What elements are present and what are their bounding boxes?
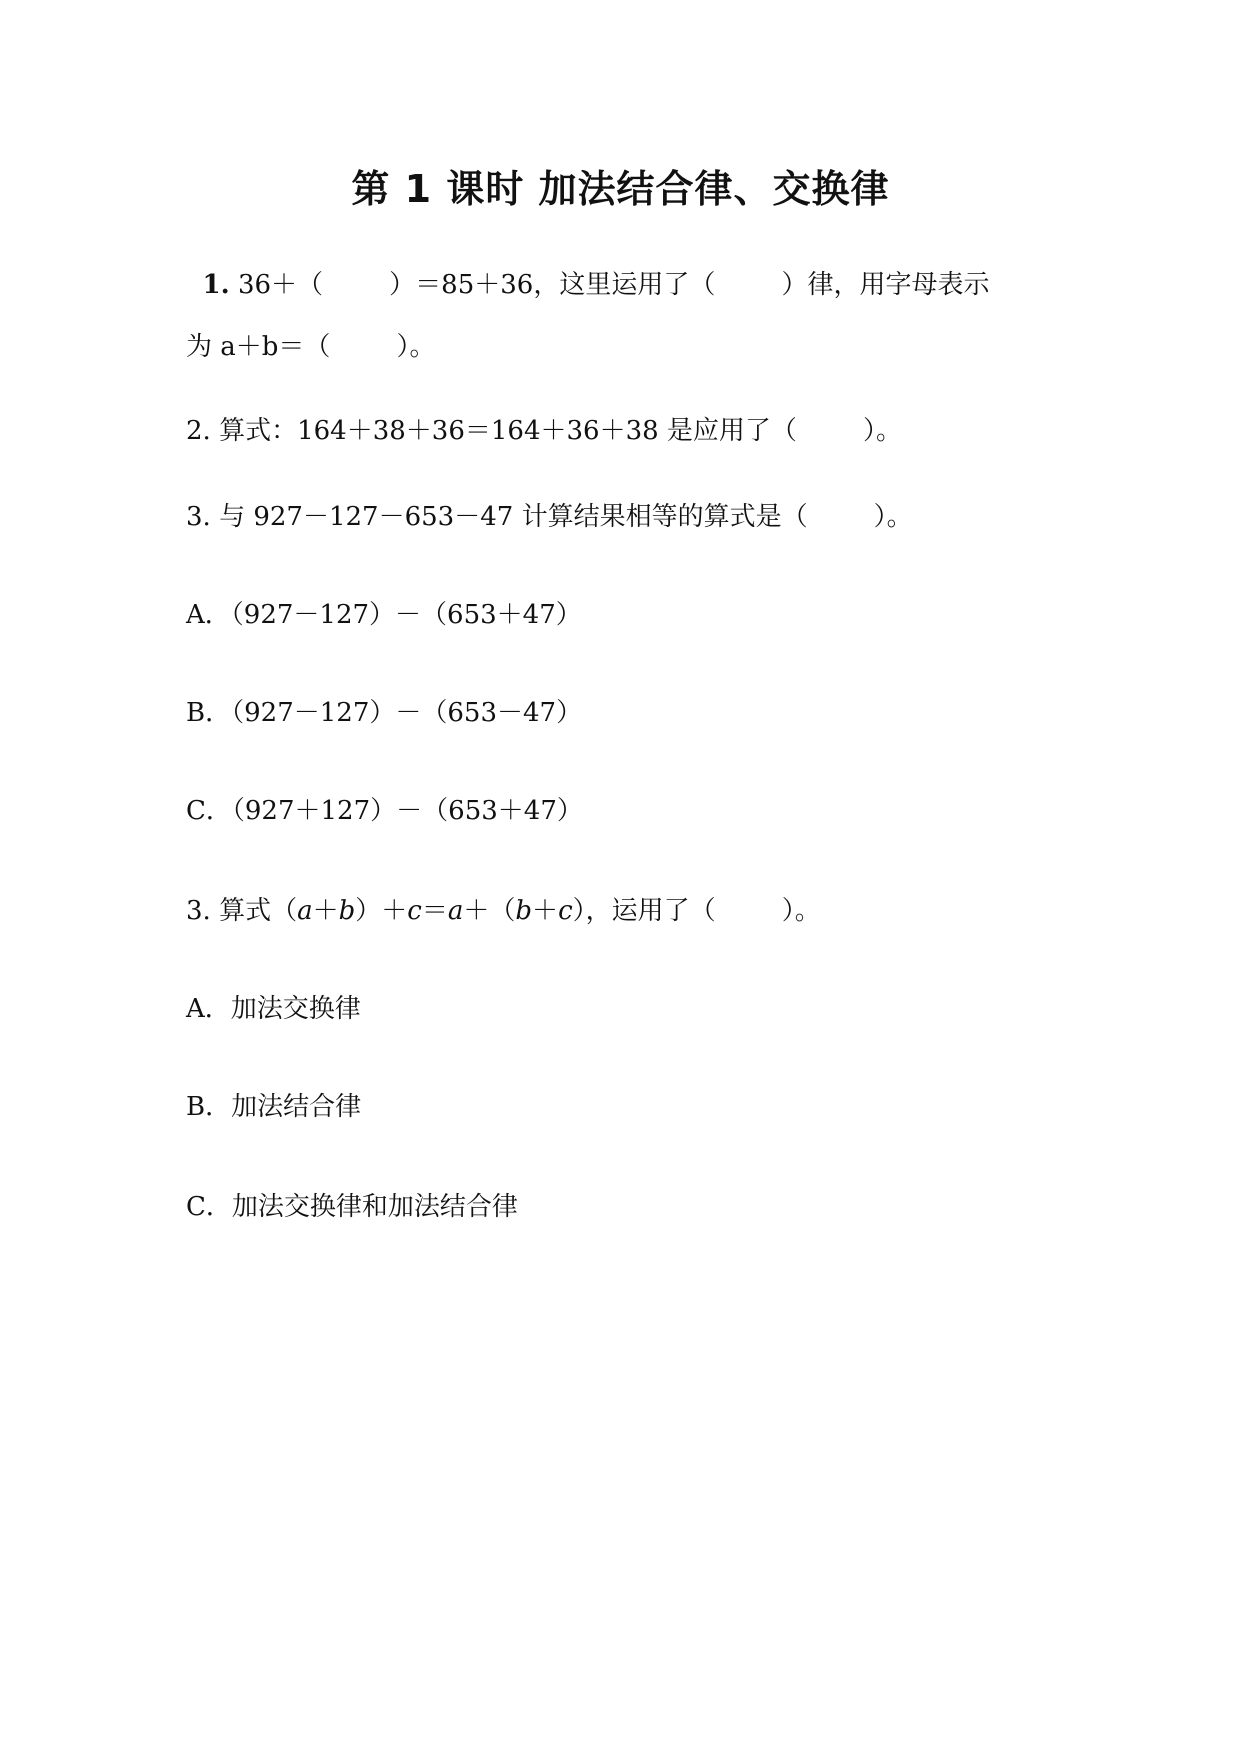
question-4-option-c: C．加法交换律和加法结合律: [186, 1192, 518, 1222]
question-1-text: 36＋（ ）＝85＋36，这里运用了（ ）律，用字母表示: [229, 270, 990, 300]
question-4-suffix: ），运用了（ ）。: [572, 896, 821, 926]
question-4-option-a: A．加法交换律: [186, 994, 361, 1024]
question-3-option-a: A．（927－127）－（653＋47）: [186, 600, 582, 630]
question-1-number: 1.: [202, 270, 230, 300]
question-4-var-b-2: b: [515, 896, 533, 926]
question-4-plus: ＋: [312, 896, 339, 926]
question-4-var-c: c: [407, 896, 422, 926]
question-4-var-a: a: [297, 896, 313, 926]
question-4-var-b: b: [338, 896, 356, 926]
question-4: [186, 898, 821, 924]
question-4-plus-2: ＋: [532, 896, 559, 926]
question-4-option-b: B．加法结合律: [186, 1092, 362, 1122]
question-4-var-a-2: a: [447, 896, 464, 926]
page-title: 第 1 课时 加法结合律、交换律: [351, 167, 890, 211]
question-4-mid-2: ＋（: [463, 896, 516, 926]
question-4-equals: ＝: [421, 896, 448, 926]
question-3: 3. 与 927－127－653－47 计算结果相等的算式是（ ）。: [186, 502, 913, 532]
question-3-option-b: B．（927－127）－（653－47）: [186, 698, 583, 728]
question-4-prefix: 3. 算式（: [186, 896, 298, 926]
question-4-var-c-2: c: [558, 896, 573, 926]
question-1-line-2: 为 a＋b＝（ ）。: [186, 332, 436, 362]
question-2: 2. 算式：164＋38＋36＝164＋36＋38 是应用了（ ）。: [186, 416, 903, 446]
question-1-line-1: [186, 246, 989, 298]
question-3-option-c: C．（927＋127）－（653＋47）: [186, 796, 583, 826]
question-4-mid: ）＋: [355, 896, 408, 926]
